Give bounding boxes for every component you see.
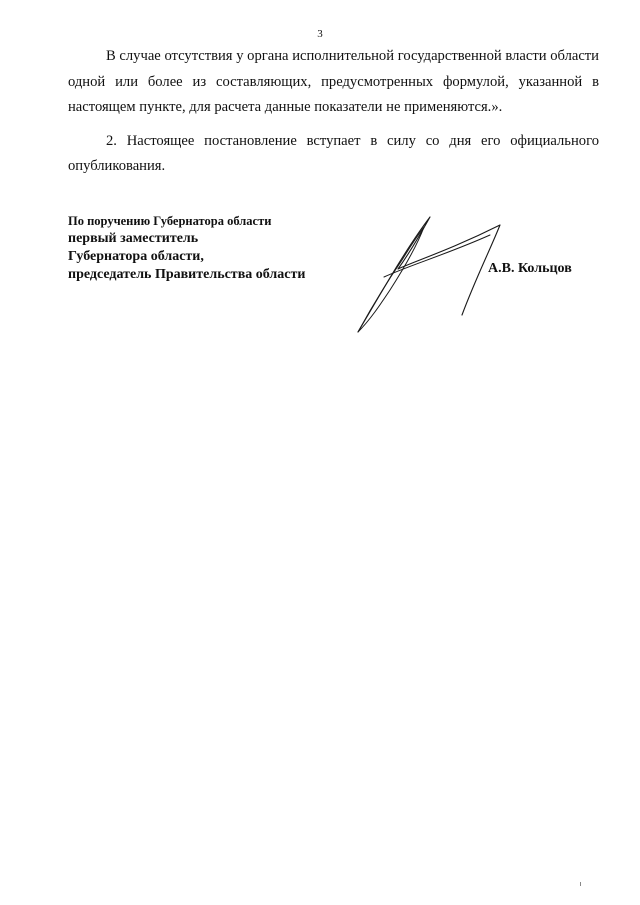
signatory-name: А.В. Кольцов — [488, 261, 572, 276]
page-number: 3 — [317, 28, 323, 40]
signature-title-line-3: Губернатора области, — [68, 249, 204, 264]
signature-title-line-2: первый заместитель — [68, 231, 199, 246]
paragraph-1: В случае отсутствия у органа исполнительной государственной власти области одной или более из составляющих, предусмотренных формулой, указанной в настоящем пункте, для расчета данные показатели не применяются.». — [68, 48, 599, 115]
signature-stroke-main — [358, 217, 500, 332]
signature-stroke-cross — [384, 235, 490, 277]
scan-mark — [580, 882, 581, 886]
paragraph-2: 2. Настоящее постановление вступает в силу со дня его официального опубликования. — [68, 132, 599, 174]
document-body — [68, 44, 599, 188]
signature-title-line-1: По поручению Губернатора области — [68, 214, 272, 228]
signature-title-line-4: председатель Правительства области — [68, 267, 306, 282]
signature-title-block — [68, 212, 305, 284]
